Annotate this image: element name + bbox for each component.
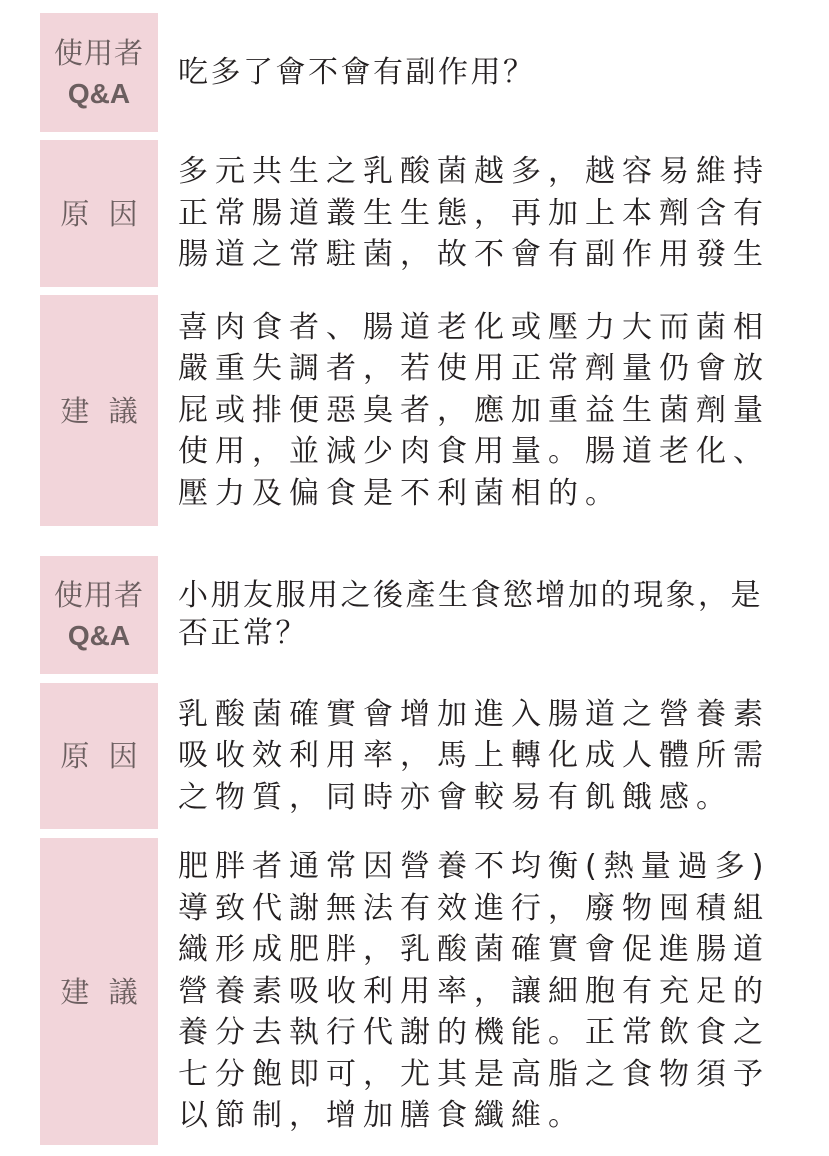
reason-label xyxy=(40,140,158,287)
question-row xyxy=(40,13,810,132)
advice-label xyxy=(40,295,158,526)
question-line: 否正常？ xyxy=(178,616,308,651)
advice-line: 肥胖者通常因營養不均衡(熱量過多) xyxy=(178,849,771,885)
question-line: 吃多了會不會有副作用？ xyxy=(178,54,536,90)
reason-label-text: 原 因 xyxy=(60,196,138,231)
question-text xyxy=(178,13,810,132)
reason-line: 多元共生之乳酸菌越多，越容易維持 xyxy=(178,154,770,190)
advice-line: 以節制，增加膳食纖維。 xyxy=(178,1098,585,1134)
advice-line: 導致代謝無法有效進行，廢物囤積組 xyxy=(178,890,770,926)
question-label-user: 使用者 xyxy=(53,35,144,70)
advice-text xyxy=(178,295,810,526)
reason-text xyxy=(178,683,810,829)
reason-line: 之物質，同時亦會較易有飢餓感。 xyxy=(178,779,733,815)
advice-line: 織形成肥胖，乳酸菌確實會促進腸道 xyxy=(178,932,770,968)
advice-label-text: 建 議 xyxy=(60,393,138,428)
reason-line: 吸收效利用率，馬上轉化成人體所需 xyxy=(178,738,770,774)
advice-label xyxy=(40,838,158,1145)
advice-line: 屁或排便惡臭者，應加重益生菌劑量 xyxy=(178,392,770,428)
advice-line: 壓力及偏食是不利菌相的。 xyxy=(178,475,622,511)
question-label-user: 使用者 xyxy=(53,578,144,612)
question-text xyxy=(178,556,810,674)
reason-text xyxy=(178,140,810,287)
reason-line: 乳酸菌確實會增加進入腸道之營養素 xyxy=(178,696,770,732)
advice-line: 養分去執行代謝的機能。正常飲食之 xyxy=(178,1015,770,1051)
question-label-qa: Q&A xyxy=(67,620,131,651)
advice-line: 使用，並減少肉食用量。腸道老化、 xyxy=(178,434,770,470)
advice-line: 喜肉食者、腸道老化或壓力大而菌相 xyxy=(178,309,770,345)
advice-line: 七分飽即可，尤其是高脂之食物須予 xyxy=(178,1056,770,1092)
reason-label-text: 原 因 xyxy=(60,739,138,773)
advice-line: 營養素吸收利用率，讓細胞有充足的 xyxy=(178,973,770,1009)
question-label xyxy=(40,13,158,132)
advice-line: 嚴重失調者，若使用正常劑量仍會放 xyxy=(178,351,770,387)
question-label xyxy=(40,556,158,674)
advice-label-text: 建 議 xyxy=(60,974,138,1009)
reason-line: 正常腸道叢生生態，再加上本劑含有 xyxy=(178,195,770,231)
advice-row xyxy=(40,838,810,1145)
advice-row xyxy=(40,295,810,526)
question-row xyxy=(40,556,810,674)
reason-label xyxy=(40,683,158,829)
question-line: 小朋友服用之後產生食慾增加的現象，是 xyxy=(178,578,763,613)
reason-line: 腸道之常駐菌，故不會有副作用發生 xyxy=(178,237,770,273)
reason-row xyxy=(40,683,810,829)
reason-row xyxy=(40,140,810,287)
question-label-qa: Q&A xyxy=(67,77,131,109)
advice-text xyxy=(178,838,810,1145)
